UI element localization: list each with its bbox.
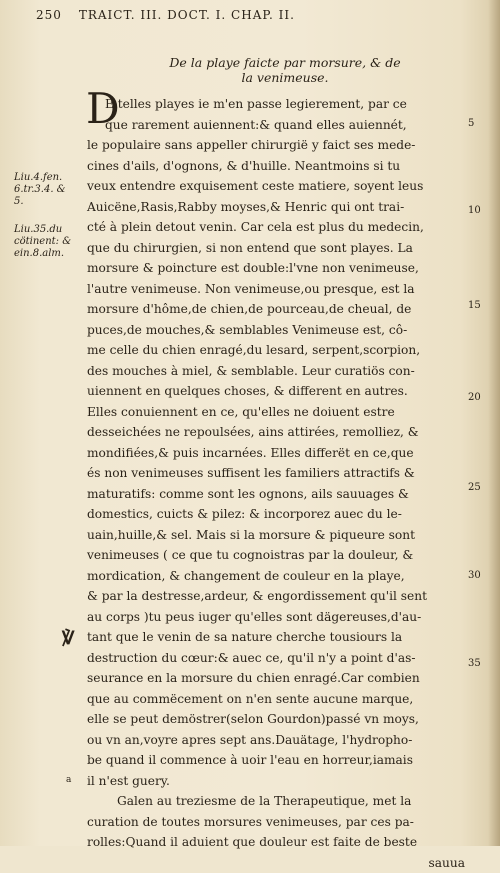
marginal-mark-icon: ℣ — [62, 628, 74, 649]
text-line: E telles playes ie m'en passe legierement, par ce — [87, 94, 465, 115]
section-title — [120, 55, 450, 85]
margin-note-line: cötinent: & — [14, 236, 82, 248]
line-number: 5 — [468, 118, 474, 129]
margin-note-line: Liu.35.du — [14, 224, 82, 236]
text-line: Elles conuiennent en ce, qu'elles ne doiuent estre — [87, 402, 465, 423]
text-line: veux entendre exquisement ceste matiere, soyent leus — [87, 176, 465, 197]
catchword: sauua — [87, 853, 465, 873]
text-line: uiennent en quelques choses, & different en autres. — [87, 381, 465, 402]
margin-note-line: ein.8.alm. — [14, 248, 82, 260]
text-line: mondifiées,& puis incarnées. Elles differët en ce,que — [87, 443, 465, 464]
text-line: maturatifs: comme sont les ognons, ails sauuages & — [87, 484, 465, 505]
text-line: domestics, cuicts & pilez: & incorporez auec du le- — [87, 504, 465, 525]
text-line: curation de toutes morsures venimeuses, par ces pa- — [87, 812, 465, 833]
page-gutter-shadow — [488, 0, 500, 846]
text-line: il n'est guery. — [87, 771, 465, 792]
margin-mark: a — [66, 775, 71, 785]
text-line: elle se peut demöstrer(selon Gourdon)passé vn moys, — [87, 709, 465, 730]
text-line: tant que le venin de sa nature cherche tousiours la — [87, 627, 465, 648]
section-title-line-2: la venimeuse. — [120, 70, 450, 85]
text-line: que rarement auiennent:& quand elles auiennét, — [87, 115, 465, 136]
body-text — [87, 94, 465, 873]
drop-cap: D — [86, 88, 120, 130]
line-number: 10 — [468, 205, 481, 216]
text-line: destruction du cœur:& auec ce, qu'il n'y a point d'as- — [87, 648, 465, 669]
text-line: venimeuses ( ce que tu cognoistras par la douleur, & — [87, 545, 465, 566]
text-line: desseichées ne repoulsées, ains attirées, remolliez, & — [87, 422, 465, 443]
text-line: me celle du chien enragé,du lesard, serpent,scorpion, — [87, 340, 465, 361]
line-number: 25 — [468, 482, 481, 493]
margin-note-line: Liu.4.fen. — [14, 172, 82, 184]
text-line: le populaire sans appeller chirurgië y faict ses mede- — [87, 135, 465, 156]
text-line: ou vn an,voyre apres sept ans.Dauätage, l'hydropho- — [87, 730, 465, 751]
running-title: TRAICT. III. DOCT. I. CHAP. II. — [79, 8, 295, 22]
text-line: uain,huille,& sel. Mais si la morsure & piqueure sont — [87, 525, 465, 546]
text-line: rolles:Quand il aduient que douleur est faite de beste — [87, 832, 465, 853]
margin-note-line: 5. — [14, 196, 82, 208]
text-line: be quand il commence à uoir l'eau en horreur,iamais — [87, 750, 465, 771]
text-line: des mouches à miel, & semblable. Leur curatiös con- — [87, 361, 465, 382]
text-line: & par la destresse,ardeur, & engordissement qu'il sent — [87, 586, 465, 607]
text-line: mordication, & changement de couleur en la playe, — [87, 566, 465, 587]
text-line: cté à plein detout venin. Car cela est plus du medecin, — [87, 217, 465, 238]
text-line: l'autre venimeuse. Non venimeuse,ou presque, est la — [87, 279, 465, 300]
line-number: 30 — [468, 570, 481, 581]
margin-note-2 — [14, 224, 82, 260]
text-line: que au commëcement on n'en sente aucune marque, — [87, 689, 465, 710]
text-line: és non venimeuses suffisent les familiers attractifs & — [87, 463, 465, 484]
line-number: 35 — [468, 658, 481, 669]
text-line: cines d'ails, d'ognons, & d'huille. Neantmoins si tu — [87, 156, 465, 177]
text-line: que du chirurgien, si non entend que sont playes. La — [87, 238, 465, 259]
line-number: 20 — [468, 392, 481, 403]
text-line: seurance en la morsure du chien enragé.Car combien — [87, 668, 465, 689]
text-line: au corps )tu peus iuger qu'elles sont dägereuses,d'au- — [87, 607, 465, 628]
line-number: 15 — [468, 300, 481, 311]
section-title-line-1: De la playe faicte par morsure, & de — [120, 55, 450, 70]
margin-note-line: 6.tr.3.4. & — [14, 184, 82, 196]
text-line: morsure d'hôme,de chien,de pourceau,de cheual, de — [87, 299, 465, 320]
text-line: Auicëne,Rasis,Rabby moyses,& Henric qui ont trai- — [87, 197, 465, 218]
text-line: Galen au treziesme de la Therapeutique, met la — [87, 791, 465, 812]
text-line: puces,de mouches,& semblables Venimeuse est, cô- — [87, 320, 465, 341]
running-header — [36, 8, 476, 22]
text-line: morsure & poincture est double:l'vne non venimeuse, — [87, 258, 465, 279]
margin-note-1 — [14, 172, 82, 208]
page-number: 250 — [36, 8, 74, 22]
